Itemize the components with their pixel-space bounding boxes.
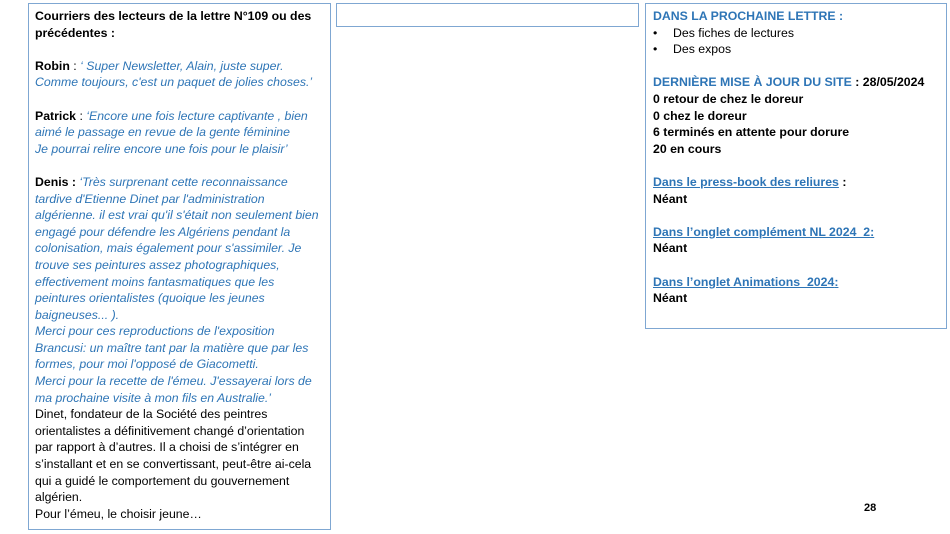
next-letter-title: DANS LA PROCHAINE LETTRE :	[653, 9, 844, 23]
patrick-quote: ‘Encore une fois lecture captivante , bien aimé le passage en revue de la gente féminine	[35, 108, 308, 140]
onglet-nl-section: Dans l’onglet complément NL 2024_2:	[653, 224, 875, 239]
letter-robin: Robin : ‘ Super Newsletter, Alain, juste super. Comme toujours, c'est un paquet de jolies choses.’	[35, 58, 313, 90]
next-letter-item: • Des fiches de lectures	[673, 25, 939, 42]
update-label: DERNIÈRE MISE À JOUR DU SITE	[653, 75, 852, 90]
status-line: 0 retour de chez le doreur	[653, 91, 804, 106]
page-number: 28	[864, 502, 877, 514]
robin-quote: ‘ Super Newsletter, Alain, juste super. Comme toujours, c'est un paquet de jolies choses.’	[35, 58, 313, 90]
status-line: 6 terminés en attente pour dorure	[653, 125, 850, 140]
reader-letters-panel	[28, 3, 331, 530]
denis-quote-3: Merci pour la recette de l'émeu. J'essayerai lors de ma prochaine visite à mon fils en Australie.’	[35, 374, 312, 405]
empty-panel	[336, 3, 639, 27]
reply-dinet: Dinet, fondateur de la Société des peintres orientalistes a définitivement changé d’orientation par rapport à d’autres. Il a choisi de s’intégrer en s’installant et en se convertissant, peut-être ai-cela qui a guidé le comportement du gouvernement algérien.	[35, 407, 312, 505]
denis-name: Denis :	[35, 174, 76, 189]
onglet-animations-section: Dans l’onglet Animations_2024:	[653, 274, 839, 289]
next-letter-item: • Des expos	[673, 41, 939, 58]
update-date: 28/05/2024	[862, 75, 925, 90]
pressbook-link[interactable]: Dans le press-book des reliures	[653, 174, 839, 189]
denis-quote-1: ‘Très surprenant cette reconnaissance tardive d'Etienne Dinet par l'administration algérienne. il est vrai qu'il s'était non seulement bien engagé pour défendre les Algériens pendant la colonisation, mais également pour s'assimiler. Je trouve ses peintures assez photographiques, effectivement moins fantasmatiques que les peintures orientalistes (quoique les jeunes baigneuses... ).	[35, 174, 319, 322]
onglet-nl-link[interactable]: Dans l’onglet complément NL 2024_2	[653, 224, 871, 239]
reply-emeu: Pour l’émeu, le choisir jeune…	[35, 506, 202, 521]
status-line: 20 en cours	[653, 141, 722, 156]
patrick-name: Patrick	[35, 108, 77, 123]
letters-heading: Courriers des lecteurs de la lettre N°109 ou des précédentes :	[35, 9, 312, 40]
letter-denis	[35, 174, 324, 323]
site-update: DERNIÈRE MISE À JOUR DU SITE : 28/05/2024	[653, 75, 925, 90]
next-letter-list	[653, 25, 939, 58]
news-panel	[645, 3, 947, 329]
pressbook-value: Néant	[653, 191, 688, 206]
denis-quote-2: Merci pour ces reproductions de l'exposition Brancusi: un maître tant par la matière que par les formes, pour moi l'opposé de Giacometti.	[35, 324, 309, 372]
letter-patrick: Patrick : ‘Encore une fois lecture captivante , bien aimé le passage en revue de la gente féminine	[35, 108, 308, 140]
patrick-quote-2: Je pourrai relire encore une fois pour le plaisir’	[35, 141, 288, 156]
pressbook-section: Dans le press-book des reliures :	[653, 174, 847, 189]
onglet-nl-value: Néant	[653, 241, 688, 256]
robin-name: Robin	[35, 58, 70, 73]
onglet-animations-value: Néant	[653, 291, 688, 306]
status-line: 0 chez le doreur	[653, 108, 747, 123]
onglet-animations-link[interactable]: Dans l’onglet Animations_2024	[653, 274, 835, 289]
